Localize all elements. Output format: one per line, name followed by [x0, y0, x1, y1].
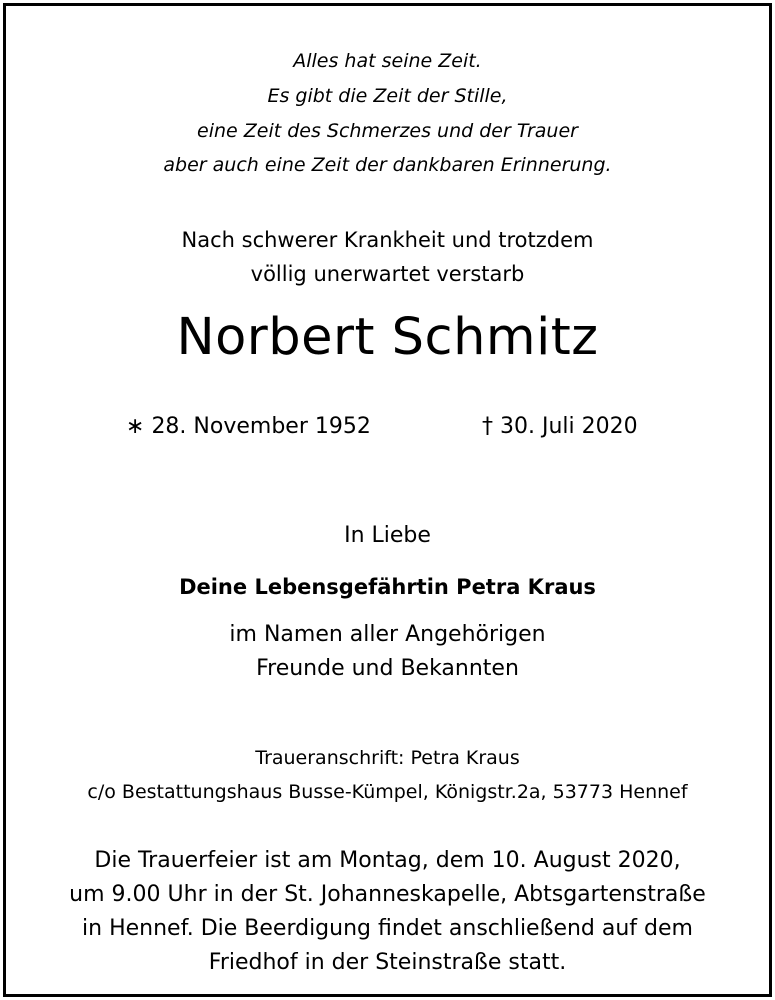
closing-text: In Liebe	[344, 523, 431, 548]
death-date-value: 30. Juli 2020	[500, 414, 638, 439]
birth-date	[126, 414, 371, 439]
poem-line: eine Zeit des Schmerzes und der Trauer	[197, 120, 578, 142]
partner-name: Deine Lebensgefährtin Petra Kraus	[179, 575, 596, 599]
ceremony-line: Die Trauerfeier ist am Montag, dem 10. August 2020,	[94, 848, 681, 873]
intro-line: Nach schwerer Krankheit und trotzdem	[181, 228, 594, 252]
address-line: Traueranschrift: Petra Kraus	[255, 747, 520, 769]
cross-icon: †	[482, 414, 493, 439]
ceremony-line: Friedhof in der Steinstraße statt.	[208, 950, 567, 975]
poem-line: aber auch eine Zeit der dankbaren Erinnerung.	[163, 154, 612, 176]
death-date	[482, 414, 638, 439]
birth-date-value: 28. November 1952	[151, 414, 371, 439]
deceased-name: Norbert Schmitz	[176, 308, 599, 367]
poem-line: Es gibt die Zeit der Stille,	[267, 85, 508, 107]
intro-line: völlig unerwartet verstarb	[250, 262, 525, 286]
ceremony-line: in Hennef. Die Beerdigung findet anschließend auf dem	[82, 916, 693, 941]
asterisk-icon: ∗	[126, 414, 145, 439]
address-line: c/o Bestattungshaus Busse-Kümpel, Königstr.2a, 53773 Hennef	[87, 781, 688, 803]
poem-line: Alles hat seine Zeit.	[293, 50, 482, 72]
family-line: Freunde und Bekannten	[256, 656, 519, 681]
family-line: im Namen aller Angehörigen	[229, 622, 546, 647]
obituary-notice	[3, 3, 772, 997]
ceremony-line: um 9.00 Uhr in der St. Johanneskapelle, Abtsgartenstraße	[69, 882, 706, 907]
